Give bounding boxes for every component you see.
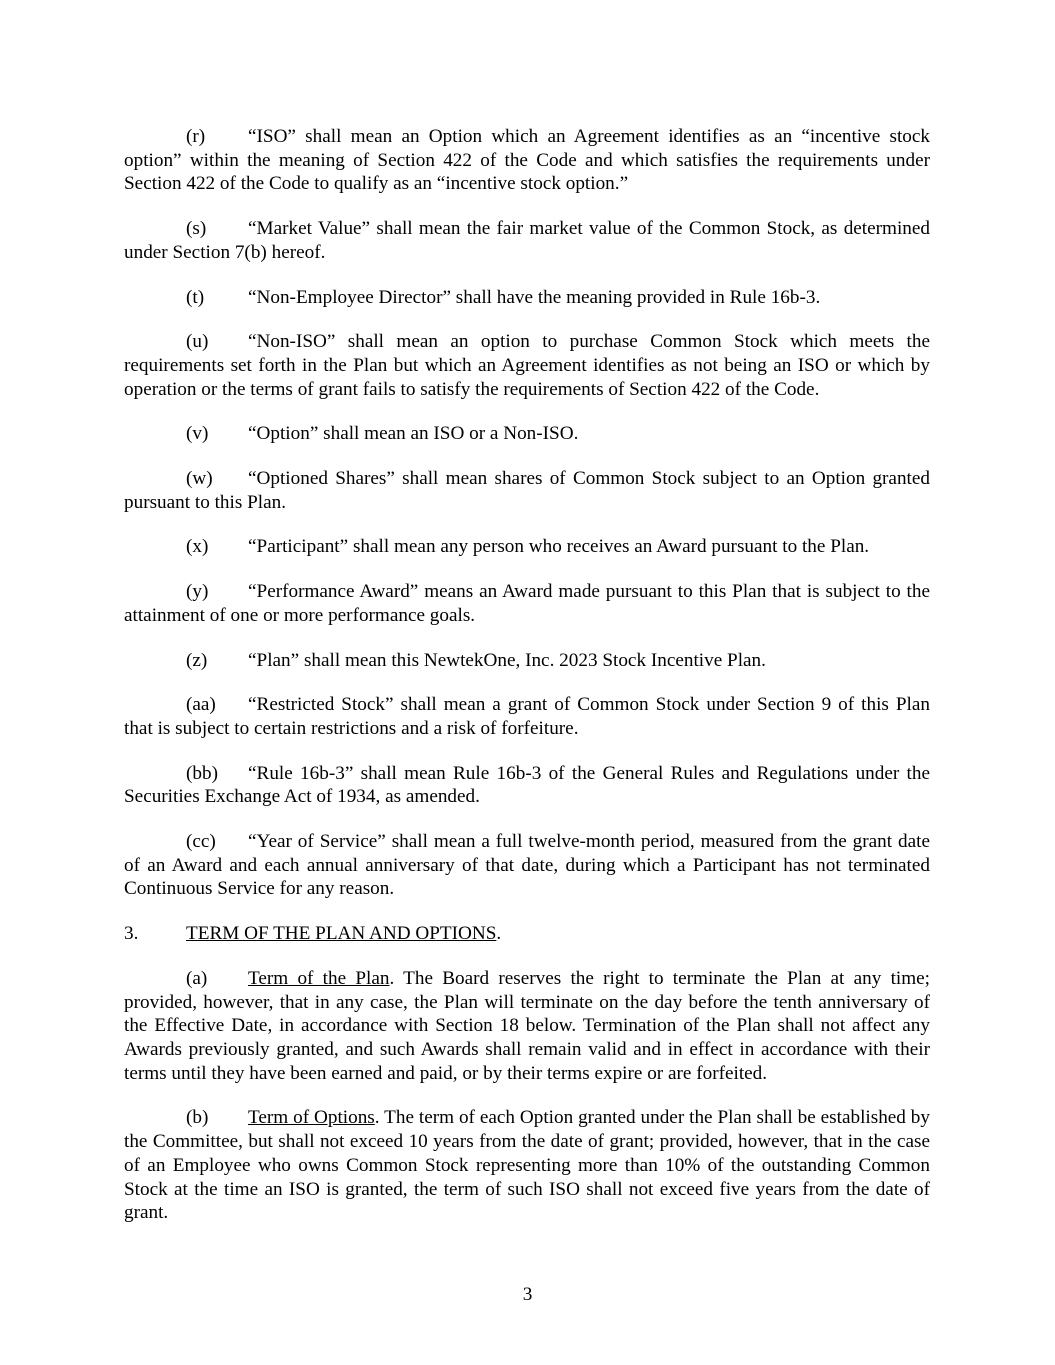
definition-text: “Restricted Stock” shall mean a grant of Common Stock under Section 9 of this Plan that is subject to certain restrictions and a risk of forfeiture.: [124, 694, 930, 739]
subsection-text: . The term of each Option granted under the Plan shall be established by the Committee, but shall not exceed 10 years from the date of grant; provided, however, that in the case of an Employee who owns Common Stock representing more than 10% of the outstanding Common Stock at the time an ISO is granted, the term of such ISO shall not exceed five years from the date of grant.: [124, 1107, 930, 1224]
definition-bb: [124, 762, 930, 809]
definition-label: (r): [186, 126, 206, 147]
definition-label: (x): [186, 536, 209, 558]
definition-v: [124, 422, 930, 446]
definition-label: (z): [186, 649, 208, 671]
section-3b: [124, 1106, 930, 1225]
section-title-period: .: [496, 923, 502, 945]
definition-label: (s): [186, 218, 207, 240]
definition-text: “Year of Service” shall mean a full twelve-month period, measured from the grant date of an Award and each annual anniversary of that date, during which a Participant has not terminated Continuous Service for any reason.: [124, 831, 930, 900]
definition-text: “Optioned Shares” shall mean shares of Common Stock subject to an Option granted pursuant to this Plan.: [124, 468, 930, 513]
definition-text: “Rule 16b-3” shall mean Rule 16b-3 of the General Rules and Regulations under the Securities Exchange Act of 1934, as amended.: [124, 762, 930, 808]
definition-label: (u): [186, 331, 209, 353]
definition-u: [124, 330, 930, 401]
document-page: [124, 125, 930, 1246]
definition-x: [124, 535, 930, 559]
section-3a: [124, 967, 930, 1086]
definition-label: (aa): [186, 694, 216, 716]
definition-text: “Option” shall mean an ISO or a Non-ISO.: [248, 423, 579, 445]
subsection-label: (b): [186, 1107, 209, 1129]
subsection-text: . The Board reserves the right to terminate the Plan at any time; provided, however, that in any case, the Plan will terminate on the day before the tenth anniversary of the Effective Date, in accordance with Section 18 below. Termination of the Plan shall not affect any Awards previously granted, and such Awards shall remain valid and in effect in accordance with their terms until they have been earned and paid, or by their terms expire or are forfeited.: [124, 967, 931, 1084]
section-3-heading: [124, 922, 930, 946]
definition-text: “Plan” shall mean this NewtekOne, Inc. 2023 Stock Incentive Plan.: [248, 649, 766, 671]
definition-label: (cc): [186, 831, 216, 853]
definition-text: “Non-Employee Director” shall have the meaning provided in Rule 16b-3.: [248, 286, 821, 308]
section-title: TERM OF THE PLAN AND OPTIONS: [186, 923, 497, 945]
definition-w: [124, 467, 930, 514]
definition-label: (v): [186, 423, 209, 445]
definition-text: “Participant” shall mean any person who receives an Award pursuant to the Plan.: [248, 536, 870, 558]
page-number: 3: [522, 1284, 533, 1305]
subsection-heading: Term of Options: [248, 1107, 375, 1129]
definition-text: “Market Value” shall mean the fair market value of the Common Stock, as determined under Section 7(b) hereof.: [124, 218, 930, 263]
definition-text: “Non-ISO” shall mean an option to purchase Common Stock which meets the requirements set forth in the Plan but which an Agreement identifies as not being an ISO or which by operation or the terms of grant fails to satisfy the requirements of Section 422 of the Code.: [124, 331, 930, 400]
definition-s: [124, 217, 930, 264]
definition-t: [124, 286, 930, 310]
definition-r: [124, 125, 930, 196]
definition-label: (t): [186, 286, 205, 308]
subsection-heading: Term of the Plan: [248, 967, 390, 989]
subsection-label: (a): [186, 967, 208, 989]
section-number: 3.: [124, 923, 139, 945]
definition-label: (y): [186, 581, 209, 603]
definition-label: (bb): [186, 762, 218, 784]
definition-text: “ISO” shall mean an Option which an Agreement identifies as an “incentive stock option” within the meaning of Section 422 of the Code and which satisfies the requirements under Section 422 of the Code to qualify as an “incentive stock option.”: [124, 126, 930, 195]
definition-z: [124, 649, 930, 673]
definition-text: “Performance Award” means an Award made pursuant to this Plan that is subject to the attainment of one or more performance goals.: [124, 581, 930, 626]
definition-y: [124, 580, 930, 627]
definition-label: (w): [186, 468, 213, 490]
definition-cc: [124, 830, 930, 901]
definition-aa: [124, 693, 930, 740]
